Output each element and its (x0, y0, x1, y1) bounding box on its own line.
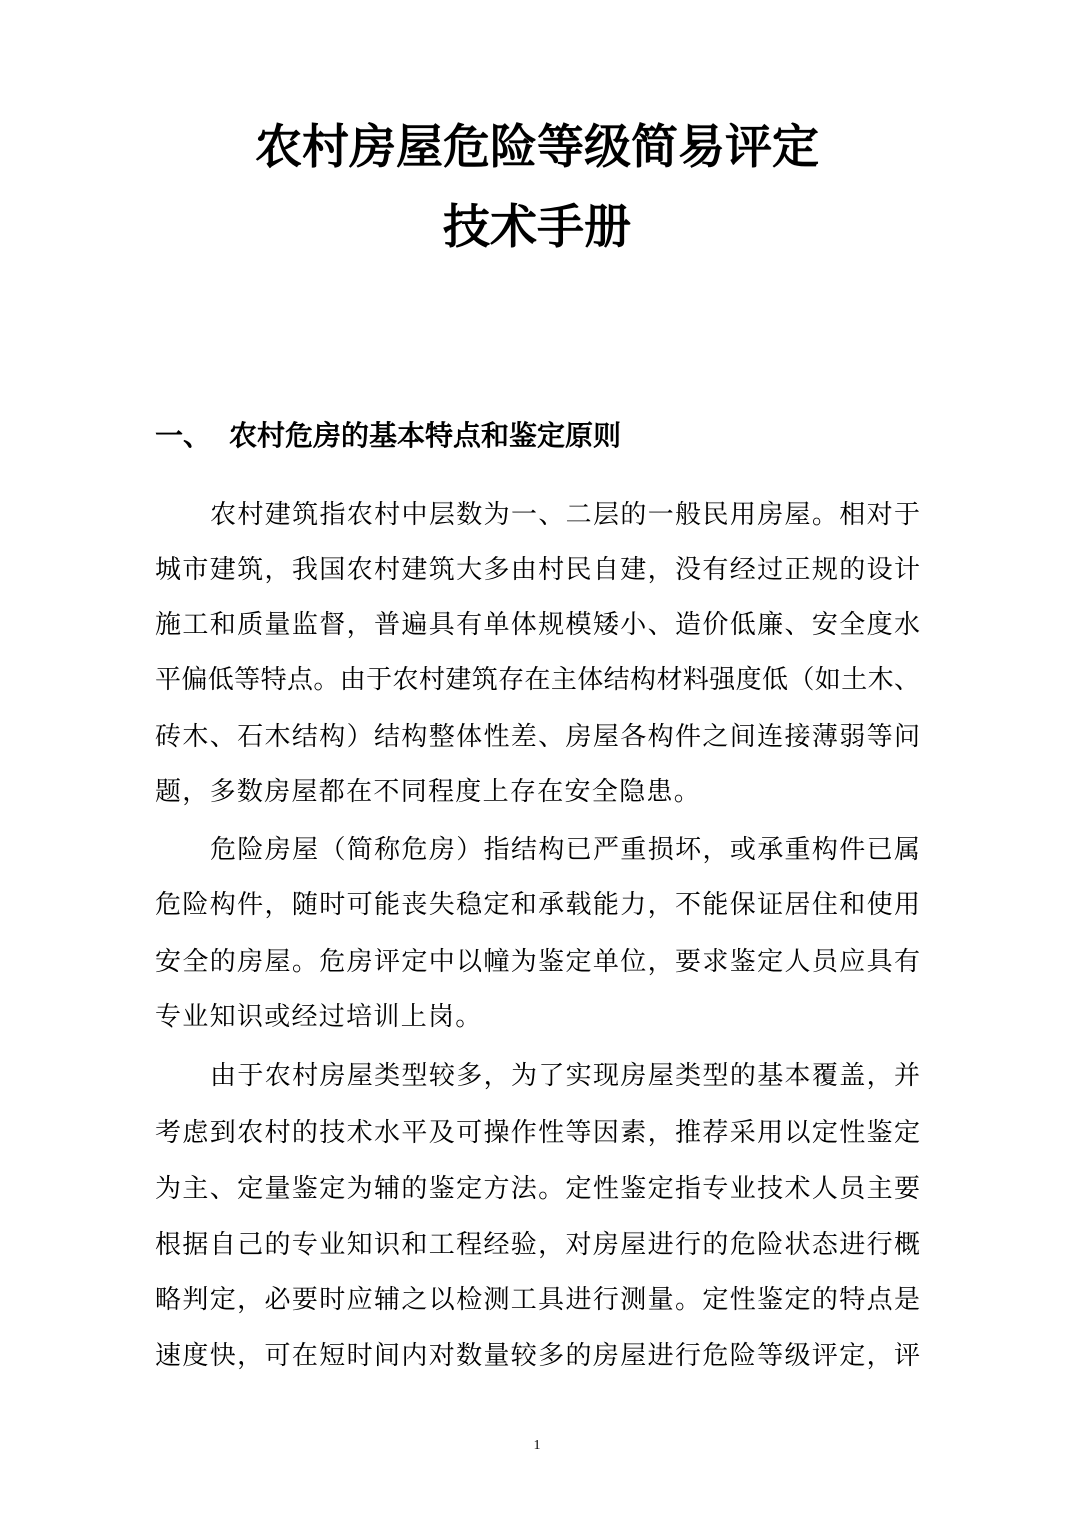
text-line: 平偏低等特点。由于农村建筑存在主体结构材料强度低（如土木、 (155, 665, 920, 695)
document-title: 农村房屋危险等级简易评定 (255, 120, 819, 175)
section-heading (155, 416, 621, 456)
section-number: 一、 (155, 419, 212, 452)
text-line: 专业知识或经过培训上岗。 (155, 1002, 483, 1032)
text-line: 农村建筑指农村中层数为一、二层的一般民用房屋。相对于 (210, 500, 920, 530)
text-line: 砖木、石木结构）结构整体性差、房屋各构件之间连接薄弱等问 (155, 722, 920, 752)
page-number: 1 (533, 1438, 541, 1453)
text-line: 速度快，可在短时间内对数量较多的房屋进行危险等级评定，评 (155, 1341, 920, 1371)
document-subtitle: 技术手册 (443, 200, 631, 255)
text-line: 略判定，必要时应辅之以检测工具进行测量。定性鉴定的特点是 (155, 1285, 920, 1315)
text-line: 题，多数房屋都在不同程度上存在安全隐患。 (155, 777, 702, 807)
text-line: 城市建筑，我国农村建筑大多由村民自建，没有经过正规的设计 (155, 555, 920, 585)
section-title: 农村危房的基本特点和鉴定原则 (229, 419, 622, 452)
text-line: 危险构件，随时可能丧失稳定和承载能力，不能保证居住和使用 (155, 890, 920, 920)
text-line: 由于农村房屋类型较多，为了实现房屋类型的基本覆盖，并 (210, 1061, 920, 1091)
text-line: 为主、定量鉴定为辅的鉴定方法。定性鉴定指专业技术人员主要 (155, 1174, 920, 1204)
text-line: 考虑到农村的技术水平及可操作性等因素，推荐采用以定性鉴定 (155, 1118, 920, 1148)
text-line: 危险房屋（简称危房）指结构已严重损坏，或承重构件已属 (210, 835, 920, 865)
text-line: 安全的房屋。危房评定中以幢为鉴定单位，要求鉴定人员应具有 (155, 947, 920, 977)
text-line: 施工和质量监督，普遍具有单体规模矮小、造价低廉、安全度水 (155, 610, 920, 640)
text-line: 根据自己的专业知识和工程经验，对房屋进行的危险状态进行概 (155, 1230, 920, 1260)
